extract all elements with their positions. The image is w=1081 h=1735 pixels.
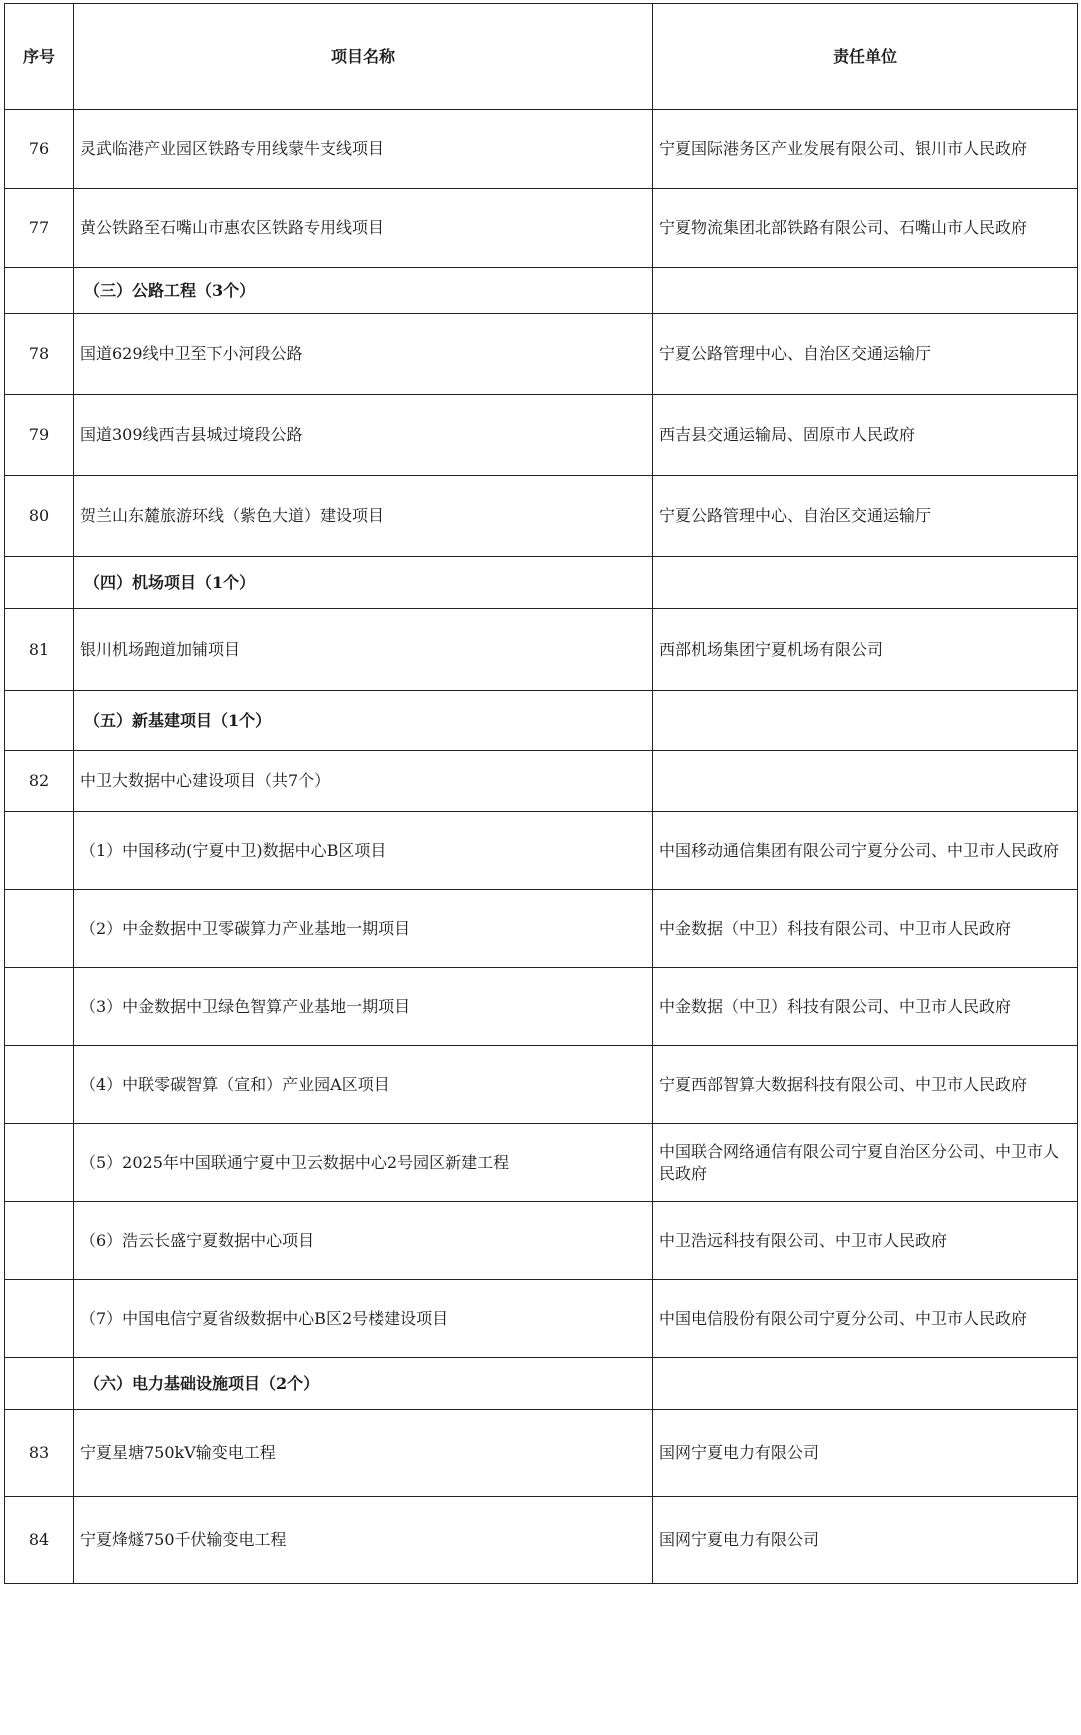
- project-table: [4, 3, 1078, 1584]
- row-index: 81: [5, 609, 74, 691]
- row-project-name: （3）中金数据中卫绿色智算产业基地一期项目: [74, 968, 653, 1046]
- row-index: [5, 557, 74, 609]
- table-row: [5, 609, 1078, 691]
- row-responsible-unit: [653, 268, 1078, 314]
- row-project-name: 宁夏烽燧750千伏输变电工程: [74, 1497, 653, 1584]
- row-responsible-unit: [653, 751, 1078, 812]
- row-index: [5, 1280, 74, 1358]
- section-title: （四）机场项目（1个）: [74, 557, 653, 609]
- row-responsible-unit: [653, 557, 1078, 609]
- row-project-name: 灵武临港产业园区铁路专用线蒙牛支线项目: [74, 110, 653, 189]
- row-project-name: 银川机场跑道加铺项目: [74, 609, 653, 691]
- section-row: [5, 557, 1078, 609]
- section-title: （五）新基建项目（1个）: [74, 691, 653, 751]
- row-project-name: 黄公铁路至石嘴山市惠农区铁路专用线项目: [74, 189, 653, 268]
- table-row: [5, 189, 1078, 268]
- row-project-name: （4）中联零碳智算（宣和）产业园A区项目: [74, 1046, 653, 1124]
- row-project-name: 中卫大数据中心建设项目（共7个）: [74, 751, 653, 812]
- table-row: [5, 1046, 1078, 1124]
- row-responsible-unit: [653, 1358, 1078, 1410]
- table-row: [5, 1497, 1078, 1584]
- row-responsible-unit: 宁夏西部智算大数据科技有限公司、中卫市人民政府: [653, 1046, 1078, 1124]
- row-index: [5, 1202, 74, 1280]
- row-project-name: （2）中金数据中卫零碳算力产业基地一期项目: [74, 890, 653, 968]
- table-row: [5, 890, 1078, 968]
- row-responsible-unit: 中国电信股份有限公司宁夏分公司、中卫市人民政府: [653, 1280, 1078, 1358]
- section-row: [5, 1358, 1078, 1410]
- table-row: [5, 110, 1078, 189]
- row-project-name: （7）中国电信宁夏省级数据中心B区2号楼建设项目: [74, 1280, 653, 1358]
- header-row: [5, 4, 1078, 110]
- table-row: [5, 395, 1078, 476]
- row-index: 82: [5, 751, 74, 812]
- table-row: [5, 1202, 1078, 1280]
- section-title: （六）电力基础设施项目（2个）: [74, 1358, 653, 1410]
- row-index: 79: [5, 395, 74, 476]
- row-project-name: 国道629线中卫至下小河段公路: [74, 314, 653, 395]
- row-project-name: 宁夏星塘750kV输变电工程: [74, 1410, 653, 1497]
- row-responsible-unit: 宁夏公路管理中心、自治区交通运输厅: [653, 314, 1078, 395]
- header-responsible-unit: 责任单位: [653, 4, 1078, 110]
- row-responsible-unit: 西吉县交通运输局、固原市人民政府: [653, 395, 1078, 476]
- table-row: [5, 751, 1078, 812]
- row-project-name: （1）中国移动(宁夏中卫)数据中心B区项目: [74, 812, 653, 890]
- row-index: [5, 691, 74, 751]
- section-row: [5, 691, 1078, 751]
- row-project-name: （6）浩云长盛宁夏数据中心项目: [74, 1202, 653, 1280]
- table-row: [5, 314, 1078, 395]
- row-index: [5, 1046, 74, 1124]
- row-project-name: （5）2025年中国联通宁夏中卫云数据中心2号园区新建工程: [74, 1124, 653, 1202]
- table-row: [5, 812, 1078, 890]
- row-responsible-unit: 宁夏物流集团北部铁路有限公司、石嘴山市人民政府: [653, 189, 1078, 268]
- row-project-name: 国道309线西吉县城过境段公路: [74, 395, 653, 476]
- row-index: [5, 1358, 74, 1410]
- row-responsible-unit: 中卫浩远科技有限公司、中卫市人民政府: [653, 1202, 1078, 1280]
- row-responsible-unit: [653, 691, 1078, 751]
- row-responsible-unit: 国网宁夏电力有限公司: [653, 1410, 1078, 1497]
- row-responsible-unit: 中国联合网络通信有限公司宁夏自治区分公司、中卫市人民政府: [653, 1124, 1078, 1202]
- row-index: 77: [5, 189, 74, 268]
- section-title: （三）公路工程（3个）: [74, 268, 653, 314]
- table-row: [5, 1124, 1078, 1202]
- row-index: [5, 968, 74, 1046]
- table-row: [5, 476, 1078, 557]
- row-responsible-unit: 中金数据（中卫）科技有限公司、中卫市人民政府: [653, 968, 1078, 1046]
- row-responsible-unit: 宁夏国际港务区产业发展有限公司、银川市人民政府: [653, 110, 1078, 189]
- row-index: 83: [5, 1410, 74, 1497]
- header-project-name: 项目名称: [74, 4, 653, 110]
- row-responsible-unit: 宁夏公路管理中心、自治区交通运输厅: [653, 476, 1078, 557]
- row-index: 84: [5, 1497, 74, 1584]
- row-index: 80: [5, 476, 74, 557]
- row-responsible-unit: 西部机场集团宁夏机场有限公司: [653, 609, 1078, 691]
- row-index: [5, 812, 74, 890]
- table-row: [5, 1410, 1078, 1497]
- table-row: [5, 1280, 1078, 1358]
- row-index: [5, 268, 74, 314]
- header-index: 序号: [5, 4, 74, 110]
- row-index: 76: [5, 110, 74, 189]
- row-index: 78: [5, 314, 74, 395]
- row-index: [5, 1124, 74, 1202]
- table-row: [5, 968, 1078, 1046]
- section-row: [5, 268, 1078, 314]
- row-responsible-unit: 国网宁夏电力有限公司: [653, 1497, 1078, 1584]
- row-project-name: 贺兰山东麓旅游环线（紫色大道）建设项目: [74, 476, 653, 557]
- row-responsible-unit: 中金数据（中卫）科技有限公司、中卫市人民政府: [653, 890, 1078, 968]
- row-index: [5, 890, 74, 968]
- row-responsible-unit: 中国移动通信集团有限公司宁夏分公司、中卫市人民政府: [653, 812, 1078, 890]
